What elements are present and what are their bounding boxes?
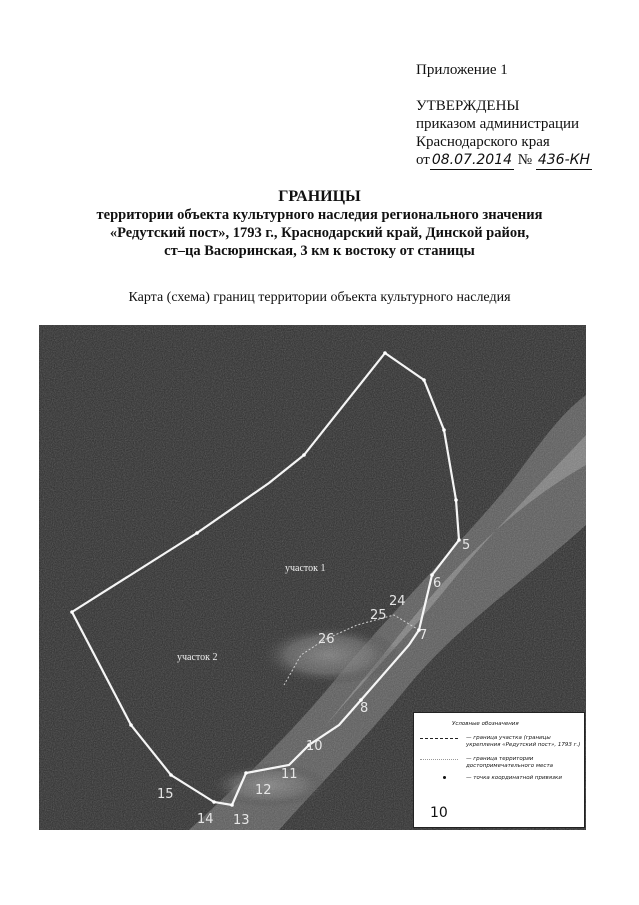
- date-prefix: от: [416, 152, 430, 168]
- map-legend: [413, 712, 585, 828]
- title-line-4: ст–ца Васюринская, 3 км к востоку от станицы: [164, 243, 475, 259]
- point-label-5: 5: [462, 538, 471, 553]
- site-map: [39, 325, 586, 830]
- approval-date-line: [416, 151, 592, 170]
- approval-date: 08.07.2014: [431, 152, 513, 168]
- point-label-11: 11: [281, 767, 298, 782]
- point-label-12: 12: [255, 783, 272, 798]
- area-label-1: участок 1: [285, 563, 326, 574]
- point-label-26: 26: [318, 632, 335, 647]
- point-label-25: 25: [370, 608, 387, 623]
- title-line-2: территории объекта культурного наследия регионального значения: [96, 207, 543, 223]
- point-label-7: 7: [419, 628, 428, 643]
- legend-point-number: 10: [430, 805, 448, 821]
- title-line-3: «Редутский пост», 1793 г., Краснодарский край, Динской район,: [109, 225, 530, 241]
- legend-item-point-text: — точка координатной привязки: [466, 775, 562, 781]
- title-line-1: ГРАНИЦЫ: [278, 188, 361, 205]
- number-prefix: №: [517, 152, 533, 168]
- legend-point-marker: [443, 776, 446, 779]
- legend-item-territory-text: — граница территории достопримечательного места: [466, 756, 554, 769]
- point-label-14: 14: [197, 812, 214, 827]
- order-number: 436-КН: [537, 152, 591, 168]
- point-label-13: 13: [233, 813, 250, 828]
- map-caption: Карта (схема) границ территории объекта культурного наследия: [128, 290, 511, 305]
- point-label-24: 24: [389, 594, 406, 609]
- point-label-15: 15: [157, 787, 174, 802]
- legend-line-solid: [420, 738, 458, 739]
- legend-title: Условные обозначения: [452, 721, 519, 727]
- appendix-label: Приложение 1: [416, 62, 508, 78]
- area-label-2: участок 2: [177, 652, 218, 663]
- approved-line-1: УТВЕРЖДЕНЫ: [416, 98, 520, 114]
- approval-block: [416, 97, 592, 170]
- approved-line-2: приказом администрации: [416, 116, 580, 132]
- point-label-6: 6: [433, 576, 442, 591]
- approved-line-3: Краснодарского края: [416, 134, 550, 150]
- legend-line-dotted: [420, 759, 458, 760]
- legend-item-boundary-text: — граница участка (границы укрепления «Редутский пост», 1793 г.): [466, 735, 581, 748]
- document-title: [0, 188, 639, 260]
- point-label-8: 8: [360, 701, 369, 716]
- point-label-10: 10: [306, 739, 323, 754]
